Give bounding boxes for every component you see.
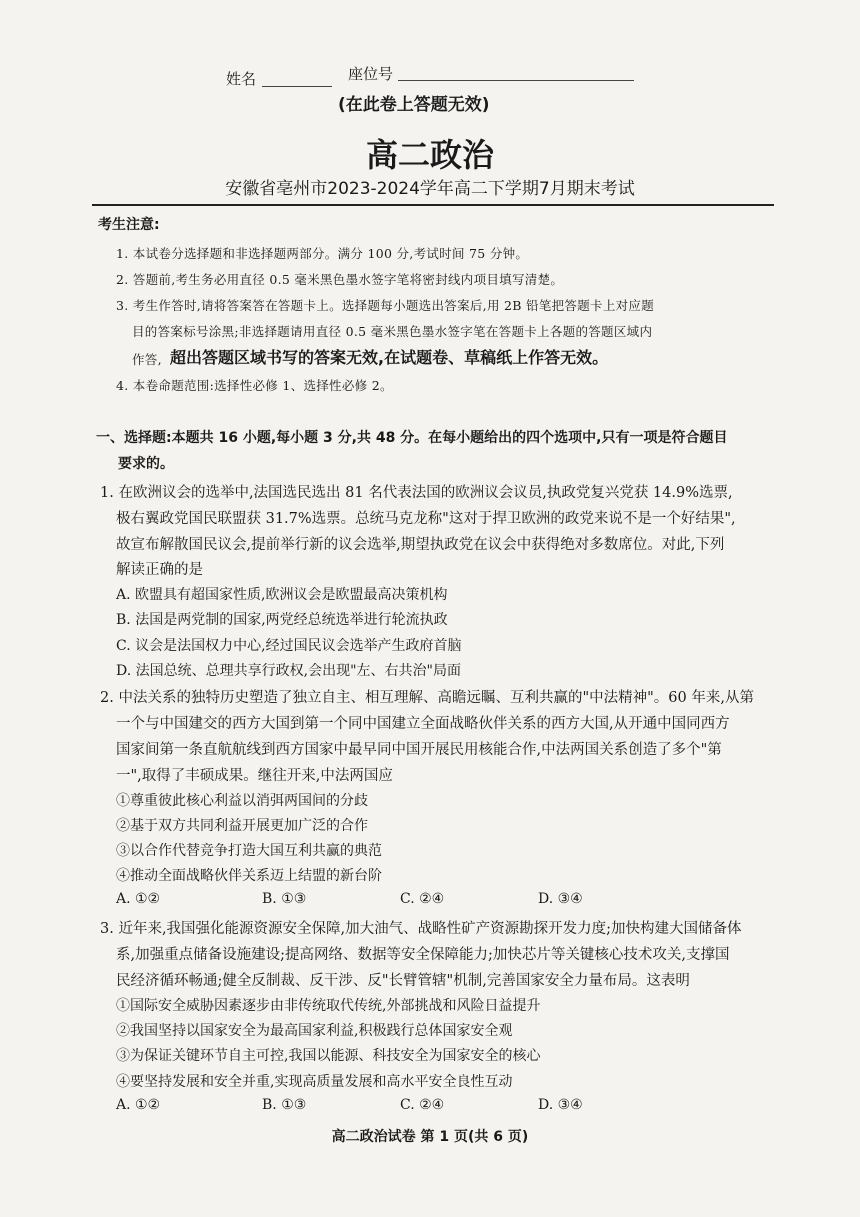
question-2-line: 2. 中法关系的独特历史塑造了独立自主、相互理解、高瞻远瞩、互利共赢的"中法精神"。60 年来,从第	[100, 690, 754, 706]
question-3-item: ③为保证关键环节自主可控,我国以能源、科技安全为国家安全的核心	[116, 1048, 541, 1064]
header-divider	[92, 204, 774, 206]
notice-item: 3. 考生作答时,请将答案答在答题卡上。选择题每小题选出答案后,用 2B 铅笔把答题卡上对应题	[116, 298, 655, 313]
question-3-choice-a: A. ①②	[116, 1097, 161, 1113]
question-3-item: ②我国坚持以国家安全为最高国家利益,积极践行总体国家安全观	[116, 1023, 513, 1039]
question-3-item: ①国际安全威胁因素逐步由非传统取代传统,外部挑战和风险日益提升	[116, 998, 541, 1014]
question-3-item: ④要坚持发展和安全并重,实现高质量发展和高水平安全良性互动	[116, 1074, 513, 1090]
question-1-line: 1. 在欧洲议会的选举中,法国选民选出 81 名代表法国的欧洲议会议员,执政党复兴党获 14.9%选票,	[100, 485, 733, 501]
question-1-option-b: B. 法国是两党制的国家,两党经总统选举进行轮流执政	[116, 612, 448, 628]
question-3-line: 3. 近年来,我国强化能源资源安全保障,加大油气、战略性矿产资源勘探开发力度;加快构建大国储备体	[100, 921, 742, 937]
section-heading: 一、选择题:本题共 16 小题,每小题 3 分,共 48 分。在每小题给出的四个选项中,只有一项是符合题目	[96, 430, 728, 446]
question-2-choice-d: D. ③④	[538, 891, 583, 907]
question-3-line: 系,加强重点储备设施建设;提高网络、数据等安全保障能力;加快芯片等关键核心技术攻关,支撑国	[116, 947, 730, 963]
question-1-option-c: C. 议会是法国权力中心,经过国民议会选举产生政府首脑	[116, 638, 462, 654]
question-2-line: 国家间第一条直航航线到西方国家中最早同中国开展民用核能合作,中法两国关系创造了多个"第	[116, 742, 722, 758]
question-2-line: 一个与中国建交的西方大国到第一个同中国建立全面战略伙伴关系的西方大国,从开通中国同西方	[116, 716, 730, 732]
question-3-choice-b: B. ①③	[262, 1097, 307, 1113]
question-2-item: ②基于双方共同利益开展更加广泛的合作	[116, 818, 368, 834]
question-2-choice-a: A. ①②	[116, 891, 161, 907]
question-2-item: ①尊重彼此核心利益以消弭两国间的分歧	[116, 793, 368, 809]
question-3-choice-d: D. ③④	[538, 1097, 583, 1113]
name-blank-line	[262, 86, 332, 87]
notice-item: 作答,	[132, 352, 162, 367]
question-1-line: 极右翼政党国民联盟获 31.7%选票。总统马克龙称"这对于捍卫欧洲的政党来说不是一个好结果",	[116, 511, 736, 527]
question-2-item: ③以合作代替竞争打造大国互利共赢的典范	[116, 843, 382, 859]
question-2-line: 一",取得了丰硕成果。继往开来,中法两国应	[116, 768, 393, 784]
invalid-note: (在此卷上答题无效)	[338, 95, 490, 115]
notice-emphasis: 超出答题区域书写的答案无效,在试题卷、草稿纸上作答无效。	[170, 348, 609, 367]
notice-item: 目的答案标号涂黑;非选择题请用直径 0.5 毫米黑色墨水签字笔在答题卡上各题的答题区域内	[132, 324, 653, 339]
question-1-line: 故宣布解散国民议会,提前举行新的议会选举,期望执政党在议会中获得绝对多数席位。对此,下列	[116, 537, 725, 553]
notice-item: 4. 本卷命题范围:选择性必修 1、选择性必修 2。	[116, 378, 393, 393]
section-heading-cont: 要求的。	[118, 456, 174, 472]
question-2-choice-b: B. ①③	[262, 891, 307, 907]
question-3-choice-c: C. ②④	[400, 1097, 445, 1113]
question-2-choice-c: C. ②④	[400, 891, 445, 907]
seat-label: 座位号	[348, 65, 394, 83]
question-3-line: 民经济循环畅通;健全反制裁、反干涉、反"长臂管辖"机制,完善国家安全力量布局。这表明	[116, 973, 690, 989]
question-2-item: ④推动全面战略伙伴关系迈上结盟的新台阶	[116, 868, 382, 884]
page-footer: 高二政治试卷 第 1 页(共 6 页)	[331, 1129, 529, 1145]
page-subtitle: 安徽省亳州市2023-2024学年高二下学期7月期末考试	[225, 179, 635, 199]
seat-blank-line	[398, 80, 634, 81]
question-1-option-d: D. 法国总统、总理共享行政权,会出现"左、右共治"局面	[116, 663, 461, 679]
question-1-option-a: A. 欧盟具有超国家性质,欧洲议会是欧盟最高决策机构	[116, 587, 448, 603]
question-1-line: 解读正确的是	[116, 562, 203, 578]
notice-item: 2. 答题前,考生务必用直径 0.5 毫米黑色墨水签字笔将密封线内项目填写清楚。	[116, 272, 564, 287]
notice-item: 1. 本试卷分选择题和非选择题两部分。满分 100 分,考试时间 75 分钟。	[116, 246, 529, 261]
notice-heading: 考生注意:	[98, 217, 160, 233]
page-title: 高二政治	[365, 136, 494, 174]
name-label: 姓名	[226, 70, 257, 88]
